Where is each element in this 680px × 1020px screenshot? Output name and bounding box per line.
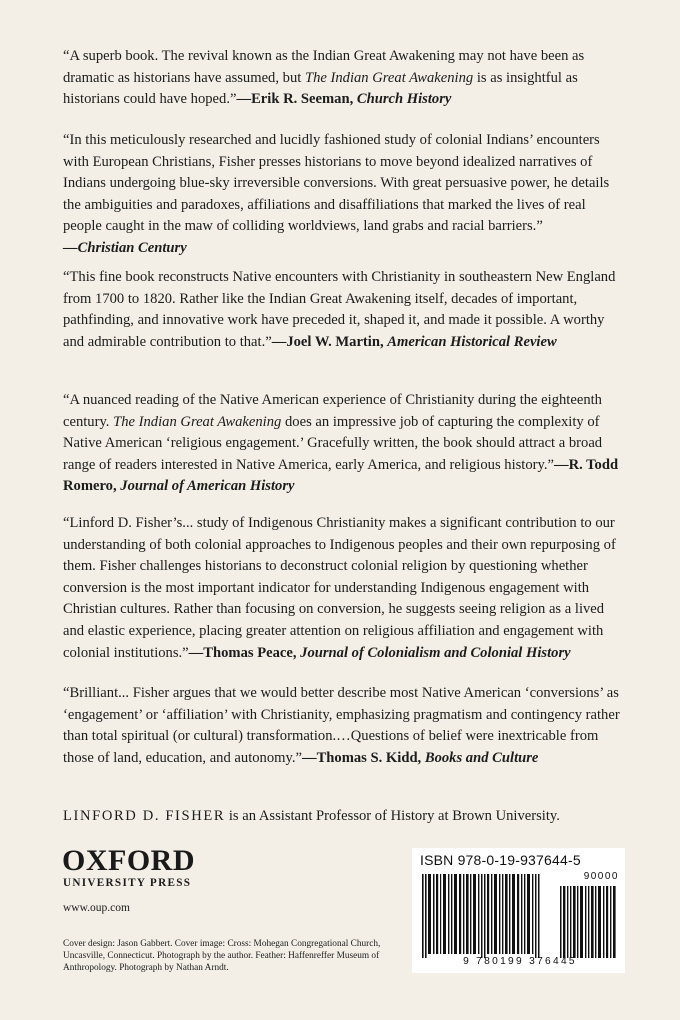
barcode-panel xyxy=(412,848,625,973)
publisher-logo: OXFORD xyxy=(62,844,195,877)
review-text: “Linford D. Fisher’s... study of Indigenous Christianity makes a significant contribution to our understanding of both colonial approaches to Indigenous peoples and their own repurposing of them. Fisher challenges historians to deconstruct colonial religion by questioning whether conversion is the most important indicator for understanding Indigenous engagement with Christian cultures. Rather than focusing on conversion, he suggests seeing religion as a lived and elastic experience, placing greater attention on religious affiliation and engagement with colonial institutions.” xyxy=(63,515,616,661)
review-source: Books and Culture xyxy=(424,749,539,766)
review-source: American Historical Review xyxy=(387,333,557,350)
review-source: —Christian Century xyxy=(63,239,187,256)
book-title-italic: The Indian Great Awakening xyxy=(304,69,474,86)
review-quote xyxy=(63,267,623,353)
review-source: Journal of Colonialism and Colonial History xyxy=(300,644,571,661)
review-quote xyxy=(63,390,623,498)
publisher-url[interactable]: www.oup.com xyxy=(63,902,130,914)
book-title-italic: The Indian Great Awakening xyxy=(113,413,282,430)
review-author: —Joel W. Martin, xyxy=(271,333,388,350)
barcode-digits: 9 780199 376445 xyxy=(463,956,577,967)
isbn-label: ISBN 978-0-19-937644-5 xyxy=(420,852,581,868)
review-author: —R. Todd Romero, xyxy=(63,456,619,495)
review-quote xyxy=(63,683,623,769)
review-text: “A superb book. The revival known as the Indian Great Awakening may not have been as dramatic as historians have assumed, but xyxy=(63,48,585,86)
price-code: 90000 xyxy=(583,871,619,882)
barcode-bars xyxy=(420,872,620,960)
review-quote xyxy=(63,46,623,111)
author-name: LINFORD D. FISHER xyxy=(63,808,226,824)
publisher-logo-subtitle: UNIVERSITY PRESS xyxy=(63,877,192,889)
review-text: “Brilliant... Fisher argues that we would better describe most Native American ‘conversions’ as ‘engagement’ or ‘affiliation’ with Christianity, emphasizing pragmatism and contingency rather than total spiritual (or cultural) transformation.…Questions of belief were inextricable from those of land, education, and autonomy.” xyxy=(63,685,620,766)
review-quote xyxy=(63,513,623,664)
review-author: —Erik R. Seeman, xyxy=(236,91,357,108)
review-quote xyxy=(63,130,623,260)
review-source: Journal of American History xyxy=(120,478,295,495)
review-source: Church History xyxy=(356,91,452,108)
author-bio xyxy=(63,806,643,827)
review-author: —Thomas Peace, xyxy=(188,644,301,661)
review-text: “A nuanced reading of the Native American experience of Christianity during the eighteenth century. xyxy=(63,392,602,430)
cover-credits: Cover design: Jason Gabbert. Cover image: Cross: Mohegan Congregational Church, Uncasville, Connecticut. Photograph by the author. Feather: Haffenreffer Museum of Anthropology. Photograph by Nathan Arndt. xyxy=(63,939,381,974)
review-text: is as insightful as historians could have hoped.” xyxy=(63,69,578,108)
author-bio-text: is an Assistant Professor of History at Brown University. xyxy=(225,808,560,824)
review-text: “In this meticulously researched and lucidly fashioned study of colonial Indians’ encounters with European Christians, Fisher presses historians to move beyond idealized narratives of Indians undergoing blue-sky irreversible conversions. With great persuasive power, he details the ambiguities and paradoxes, affiliations and disaffiliations that marked the lives of real people caught in the maw of colliding worldviews, land grabs and racial barriers.” xyxy=(63,132,610,235)
review-text: “This fine book reconstructs Native encounters with Christianity in southeastern New England from 1700 to 1820. Rather like the Indian Great Awakening itself, decades of important, pathfinding, and innovative work have preceded it, shaped it, and made it possible. A worthy and admirable contribution to that.” xyxy=(63,269,616,350)
review-text: does an impressive job of capturing the complexity of Native American ‘religious engagement.’ Gracefully written, the book should attract a broad range of readers interested in Native America, early America, and religious history.” xyxy=(63,413,603,473)
review-author: —Thomas S. Kidd, xyxy=(301,749,425,766)
